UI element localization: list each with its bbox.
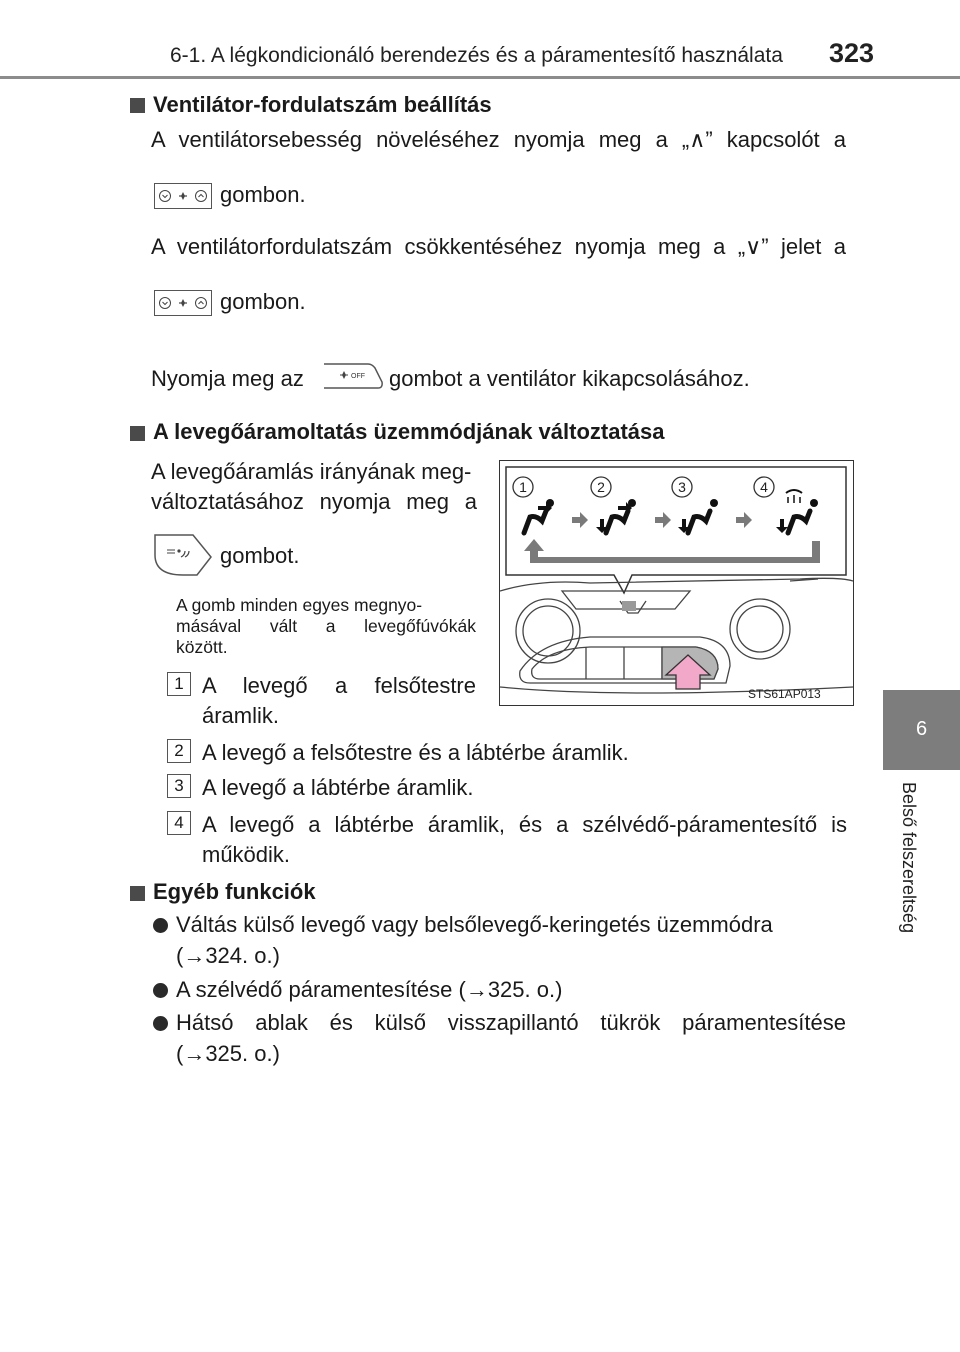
section-heading-airflow: A levegőáramoltatás üzemmódjának változtatása: [153, 419, 665, 444]
paragraph-fan-off-after: gombot a ventilátor kikapcsolásához.: [389, 366, 750, 391]
figure-code: STS61AP013: [748, 687, 821, 701]
bullet-1-line2: (→324. o.): [176, 943, 280, 968]
paragraph-fan-off-before: Nyomja meg az: [151, 366, 304, 391]
bullet-2-line1: A szélvédő páramentesítése (→325. o.): [176, 977, 563, 1002]
item-1-line2: áramlik.: [202, 703, 280, 728]
paragraph-airflow-line1: A levegőáramlás irányának meg-: [151, 459, 472, 484]
item-number-box: 3: [167, 774, 191, 798]
paragraph-airflow-line3: gombot.: [220, 543, 300, 568]
chapter-label-wrap: [884, 782, 954, 982]
airflow-mode-button-icon: [153, 533, 213, 582]
section-heading-fan-speed: Ventilátor-fordulatszám beállítás: [153, 92, 492, 117]
airflow-mode-illustration: [499, 460, 854, 706]
item-3-line1: A levegő a lábtérbe áramlik.: [202, 775, 474, 800]
fan-speed-button-icon: [154, 290, 212, 316]
item-4-line1: A levegő a lábtérbe áramlik, és a szélvédő-páramentesítő is: [202, 812, 847, 837]
chapter-tab: [883, 690, 960, 770]
chapter-label: Belső felszereltség: [899, 782, 919, 934]
note-line2: másával vált a levegőfúvókák: [176, 616, 476, 636]
note-line1: A gomb minden egyes megnyo-: [176, 595, 423, 615]
bullet-3-line2: (→325. o.): [176, 1041, 280, 1066]
section-marker: [130, 98, 145, 113]
chapter-number: 6: [915, 718, 928, 740]
header-rule: [0, 76, 960, 79]
item-number-box: 4: [167, 811, 191, 835]
paragraph-airflow-line2: változtatásához nyomja meg a: [151, 489, 477, 514]
paragraph-fan-decrease-end: gombon.: [220, 289, 306, 314]
bullet: [153, 918, 168, 933]
off-label: OFF: [351, 373, 365, 380]
fan-off-button-icon: [322, 362, 384, 395]
page-number: 323: [829, 38, 875, 68]
bullet-1-line1: Váltás külső levegő vagy belsőlevegő-keringetés üzemmódra: [176, 912, 773, 937]
item-4-line2: működik.: [202, 842, 291, 867]
mode-number-3: 3: [678, 479, 686, 495]
section-heading-other: Egyéb funkciók: [153, 879, 316, 904]
bullet-3-line1: Hátsó ablak és külső visszapillantó tükrök páramentesítése: [176, 1010, 846, 1035]
section-marker: [130, 426, 145, 441]
item-number-box: 2: [167, 739, 191, 763]
item-1-line1: A levegő a felsőtestre: [202, 673, 476, 698]
bullet: [153, 983, 168, 998]
mode-number-4: 4: [760, 479, 768, 495]
note-line3: között.: [176, 637, 228, 657]
item-2-line1: A levegő a felsőtestre és a lábtérbe áramlik.: [202, 740, 629, 765]
mode-number-1: 1: [519, 479, 527, 495]
mode-number-2: 2: [597, 479, 605, 495]
page-header-title: 6-1. A légkondicionáló berendezés és a páramentesítő használata: [170, 44, 783, 67]
fan-speed-button-icon: [154, 183, 212, 209]
paragraph-fan-increase-end: gombon.: [220, 182, 306, 207]
item-number-box: 1: [167, 672, 191, 696]
paragraph-fan-decrease: A ventilátorfordulatszám csökkentéséhez nyomja meg a „∨” jelet a: [151, 234, 846, 259]
paragraph-fan-increase: A ventilátorsebesség növeléséhez nyomja meg a „∧” kapcsolót a: [151, 127, 846, 152]
bullet: [153, 1016, 168, 1031]
section-marker: [130, 886, 145, 901]
